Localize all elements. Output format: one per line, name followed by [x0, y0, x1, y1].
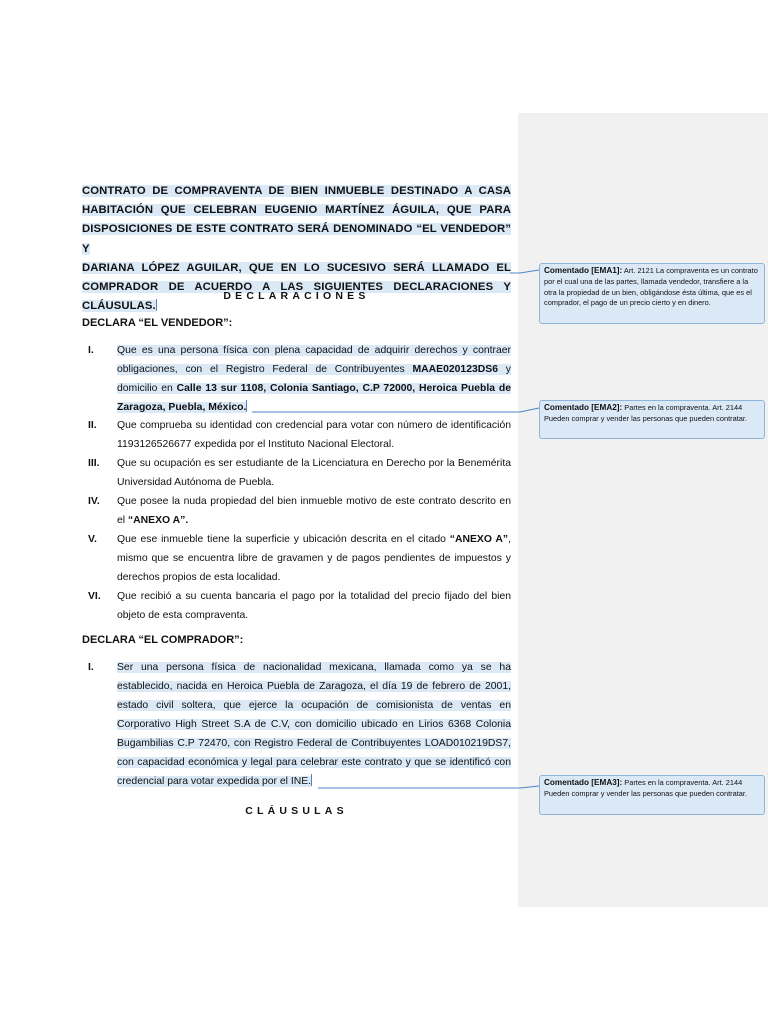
title-line-1: CONTRATO DE COMPRAVENTA DE BIEN INMUEBLE DESTINADO A CASA	[82, 185, 511, 197]
vendedor-item-1[interactable]: I. Que es una persona física con plena capacidad de adquirir derechos y contraer obligaciones, con el Registro Federal de Contribuyentes MAAE020123DS6 y domicilio en Calle 13 sur 1108, Colonia Santiago, C.P 72000, Heroica Puebla de Zaragoza, Puebla, México.	[82, 341, 511, 417]
item-number: VI.	[88, 591, 101, 602]
item-text: Que su ocupación es ser estudiante de la Licenciatura en Derecho por la Benemérita Universidad Autónoma de Puebla.	[117, 458, 511, 488]
vendedor-item-4: IV. Que posee la nuda propiedad del bien inmueble motivo de este contrato descrito en el “ANEXO A”.	[82, 492, 511, 530]
item-text: Que recibió a su cuenta bancaria el pago por la totalidad del precio fijado del bien objeto de esta compraventa.	[117, 591, 511, 621]
title-line-2: HABITACIÓN QUE CELEBRAN EUGENIO MARTÍNEZ ÁGUILA, QUE PARA	[82, 204, 511, 217]
item-text: Que comprueba su identidad con credencial para votar con número de identificación 1193126526677 expedida por el Instituto Nacional Electoral.	[117, 420, 511, 450]
connector-3	[318, 786, 539, 788]
item-number: III.	[88, 458, 100, 469]
item-number: II.	[88, 420, 97, 431]
item-text: Ser una persona física de nacionalidad mexicana, llamada como ya se ha establecido, nacida en Heroica Puebla de Zaragoza, el día 19 de febrero de 2001, estado civil soltera, que ejerce la ocupación de comisionista de ventas en Corporativo High Street S.A de C.V, con domicilio ubicado en Lirios 6368 Colonia Bugambilias C.P 72470, con Registro Federal de Contribuyentes LOAD010219DS7, con capacidad económica y legal para celebrar este contrato y que se identificó con credencial para votar expedida por el INE.	[117, 662, 511, 787]
item-number: V.	[88, 534, 97, 545]
comprador-heading: DECLARA “EL COMPRADOR”:	[82, 634, 244, 646]
clausulas-heading: CLÁUSULAS	[245, 805, 348, 817]
comment-balloon-2[interactable]: Comentado [EMA2]: Partes en la compraventa. Art. 2144 Pueden comprar y vender las personas que pueden contratar.	[539, 400, 765, 439]
connector-2	[252, 408, 539, 412]
connector-1	[510, 270, 539, 273]
vendedor-item-5: V. Que ese inmueble tiene la superficie y ubicación descrita en el citado “ANEXO A”, mismo que se encuentra libre de gravamen y de pagos pendientes de impuestos y derechos propios de esta localidad.	[82, 530, 511, 587]
title-line-4: DARIANA LÓPEZ AGUILAR, QUE EN LO SUCESIVO SERÁ LLAMADO EL	[82, 261, 511, 274]
title-line-3: DISPOSICIONES DE ESTE CONTRATO SERÁ DENOMINADO “EL VENDEDOR” Y	[82, 223, 511, 255]
title-line-5: COMPRADOR DE ACUERDO A LAS SIGUIENTES DECLARACIONES Y CLÁUSULAS.	[82, 281, 511, 313]
item-number: I.	[88, 345, 94, 356]
comment-balloon-1[interactable]: Comentado [EMA1]: Art. 2121 La compraventa es un contrato por el cual una de las partes, llamada vendedor, transfiere a la otra la propiedad de un bien, obligándose ésta última, que es el comprador, el pago de un precio cierto y en dinero.	[539, 263, 765, 324]
item-number: IV.	[88, 496, 100, 507]
declaraciones-heading: DECLARACIONES	[223, 290, 370, 302]
comment-balloon-3[interactable]: Comentado [EMA3]: Partes en la compraventa. Art. 2144 Pueden comprar y vender las personas que pueden contratar.	[539, 775, 765, 815]
vendedor-heading: DECLARA “EL VENDEDOR”:	[82, 317, 233, 329]
item-number: I.	[88, 662, 94, 673]
